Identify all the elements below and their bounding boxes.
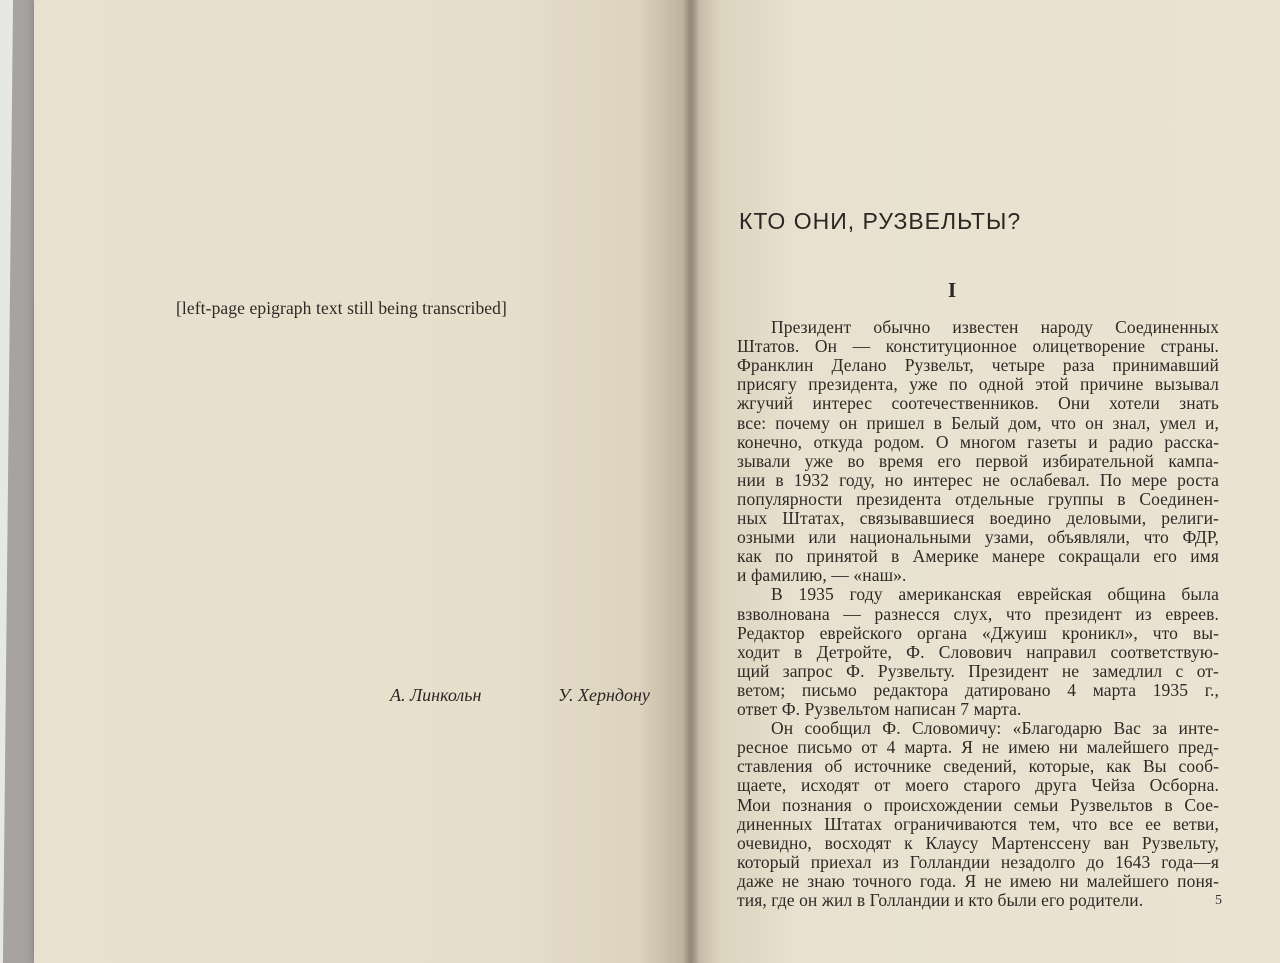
body-line: ходит в Детройте, Ф. Словович направил соответствую- [737, 641, 1219, 662]
body-line: ресное письмо от 4 марта. Я не имею ни малейшего пред- [737, 737, 1219, 758]
epigraph-line: [left-page epigraph text still being transcribed] [176, 298, 507, 318]
body-line: все: почему он пришел в Белый дом, что он знал, умел и, [737, 412, 1219, 433]
body-line: Мои познания о происхождении семьи Рузвельтов в Сое- [737, 794, 1219, 815]
body-line: как по принятой в Америке манере сокращали его имя [737, 546, 1219, 567]
body-line: даже не знаю точного года. Я не имею ни малейшего поня- [737, 870, 1219, 891]
body-line: В 1935 году американская еврейская община была [771, 584, 1219, 605]
body-line: Франклин Делано Рузвельт, четыре раза принимавший [737, 355, 1219, 376]
body-line: ответ Ф. Рузвельтом написан 7 марта. [737, 699, 1022, 719]
body-line: Редактор еврейского органа «Джуиш кроникл», что вы- [737, 622, 1219, 643]
body-line: взволнована — разнесся слух, что президент из евреев. [737, 603, 1219, 624]
body-line: очевидно, восходят к Клаусу Мартенссену ван Рузвельту, [737, 832, 1219, 853]
body-line: нии в 1932 году, но интерес не ослабевал. По мере роста [737, 469, 1219, 490]
body-line: щаете, исходят от моего старого друга Чейза Осборна. [737, 775, 1219, 796]
body-line: щий запрос Ф. Рузвельту. Президент не замедлил с от- [737, 660, 1219, 681]
body-line: Штатов. Он — конституционное олицетворение страны. [737, 336, 1219, 357]
body-line: и фамилию, — «наш». [737, 565, 907, 586]
body-line: зывали уже во время его первой избирательной кампа- [737, 450, 1219, 471]
body-line: Президент обычно известен народу Соединенных [771, 317, 1219, 337]
signature-author: А. Линкольн [390, 685, 482, 705]
section-number: I [948, 278, 957, 302]
body-line: который приехал из Голландии незадолго до 1643 года—я [737, 851, 1219, 872]
body-line: ставления об источнике сведений, которые, как Вы сооб- [737, 756, 1219, 777]
body-line: диненных Штатах ограничиваются тем, что все ее ветви, [737, 813, 1219, 834]
body-line: жгучий интерес соотечественников. Они хотели знать [737, 393, 1219, 414]
body-line: популярности президента отдельные группы в Соединен- [737, 488, 1219, 509]
body-line: присягу президента, уже по одной этой причине вызывал [737, 374, 1219, 395]
body-line: Он сообщил Ф. Словомичу: «Благодарю Вас за инте- [771, 718, 1219, 739]
body-line: конечно, откуда родом. О многом газеты и радио расска- [737, 431, 1219, 452]
page-number: 5 [1215, 893, 1222, 908]
body-line: ных Штатах, связывавшиеся воедино деловыми, религи- [737, 508, 1219, 528]
signature-recipient: У. Херндону [558, 685, 650, 705]
book-gutter [684, 0, 698, 963]
chapter-title: КТО ОНИ, РУЗВЕЛЬТЫ? [739, 208, 1022, 234]
body-line: тия, где он жил в Голландии и кто были его родители. [737, 890, 1144, 910]
body-line: озными или национальными узами, объявляли, что ФДР, [737, 527, 1219, 548]
body-line: ветом; письмо редактора датировано 4 марта 1935 г., [737, 679, 1219, 700]
left-page [34, 0, 690, 963]
